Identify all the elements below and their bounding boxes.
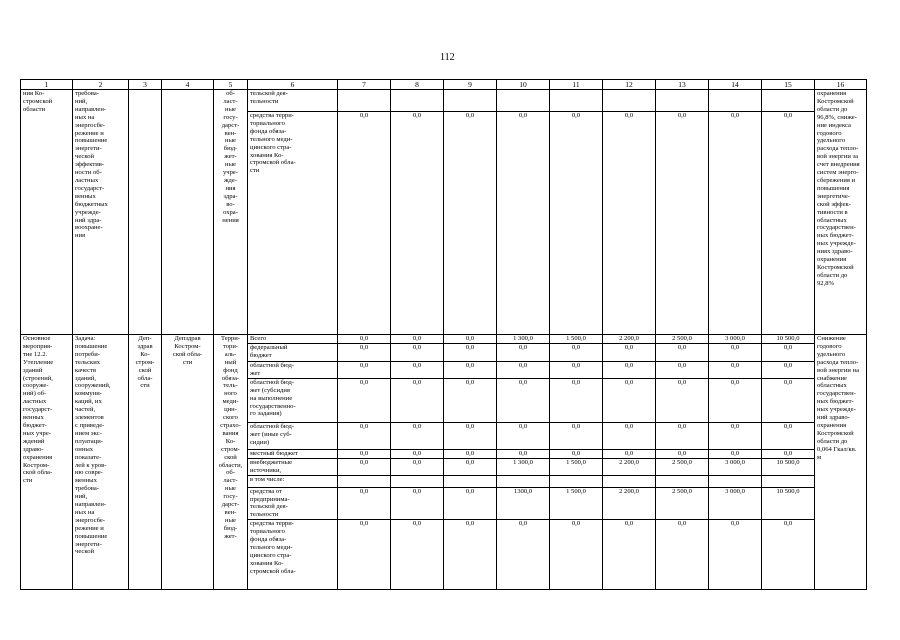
value-cell: 3 000,0 bbox=[709, 458, 762, 475]
value-cell: 1 500,0 bbox=[550, 487, 603, 520]
header-cell: 4 bbox=[162, 80, 214, 90]
value-cell: 0,0 bbox=[709, 112, 762, 335]
value-cell: 0,0 bbox=[497, 520, 550, 590]
header-cell: 8 bbox=[391, 80, 444, 90]
funding-source-cell: средства терри- ториального фонда обяза- тельного меди- цинского стра- хования Ко- стромской обла- bbox=[248, 520, 338, 590]
value-cell bbox=[444, 90, 497, 112]
value-cell: 10 500,0 bbox=[762, 458, 815, 475]
value-cell: 0,0 bbox=[444, 458, 497, 475]
value-cell bbox=[762, 475, 815, 487]
value-cell: 0,0 bbox=[391, 449, 444, 458]
value-cell: 0,0 bbox=[709, 378, 762, 422]
funding-source-cell: областной бюд- жет (иные суб- сидии) bbox=[248, 422, 338, 449]
value-cell: 0,0 bbox=[338, 422, 391, 449]
value-cell: 0,0 bbox=[762, 112, 815, 335]
value-cell: 0,0 bbox=[391, 487, 444, 520]
value-cell: 0,0 bbox=[550, 449, 603, 458]
value-cell: 0,0 bbox=[391, 335, 444, 344]
value-cell: 0,0 bbox=[762, 449, 815, 458]
value-cell: 0,0 bbox=[497, 344, 550, 362]
value-cell: 0,0 bbox=[762, 378, 815, 422]
header-cell: 3 bbox=[129, 80, 162, 90]
value-cell: 0,0 bbox=[391, 520, 444, 590]
header-cell: 13 bbox=[656, 80, 709, 90]
value-cell: 2 500,0 bbox=[656, 487, 709, 520]
value-cell bbox=[709, 475, 762, 487]
value-cell bbox=[762, 90, 815, 112]
funding-source-cell: средства от предпринима- тельской дея- тельности bbox=[248, 487, 338, 520]
header-cell: 10 bbox=[497, 80, 550, 90]
value-cell: 1 300,0 bbox=[497, 335, 550, 344]
value-cell: 0,0 bbox=[550, 362, 603, 379]
program-table bbox=[20, 79, 867, 590]
funding-source-cell: областной бюд- жет (субсидия на выполнение государственно- го задания) bbox=[248, 378, 338, 422]
value-cell: 1300,0 bbox=[497, 487, 550, 520]
value-cell: 0,0 bbox=[550, 344, 603, 362]
header-cell: 14 bbox=[709, 80, 762, 90]
value-cell: 0,0 bbox=[338, 112, 391, 335]
value-cell: 0,0 bbox=[762, 344, 815, 362]
value-cell: 0,0 bbox=[603, 112, 656, 335]
value-cell: 0,0 bbox=[338, 449, 391, 458]
value-cell: 0,0 bbox=[709, 520, 762, 590]
value-cell bbox=[338, 90, 391, 112]
value-cell bbox=[338, 475, 391, 487]
header-cell: 2 bbox=[73, 80, 129, 90]
value-cell bbox=[550, 90, 603, 112]
funding-source-cell: федеральный бюджет bbox=[248, 344, 338, 362]
value-cell: 0,0 bbox=[338, 335, 391, 344]
value-cell: 0,0 bbox=[709, 362, 762, 379]
task-cell: Задача: повышение потреби- тельских качеств зданий, сооружений, коммуни- каций, их частей, элементов с приведе- нием экс- плуатаци- онных показате- лей к уров- ню совре- менных требова- ний, направлен- ных на энергосбе- режение и повышение энергети- ческой bbox=[73, 335, 129, 590]
value-cell: 2 200,0 bbox=[603, 458, 656, 475]
value-cell bbox=[497, 90, 550, 112]
value-cell bbox=[391, 475, 444, 487]
funding-source-cell: в том числе: bbox=[248, 475, 338, 487]
participant-cell: Терри- тори- аль- ный фонд обяза- тель- ного меди- цин- ского страхо- вания Ко- стром- ской области, об- ласт- ные госу- дарст- вен- ные бюд- жет- bbox=[214, 335, 248, 590]
value-cell: 0,0 bbox=[444, 378, 497, 422]
value-cell: 0,0 bbox=[603, 520, 656, 590]
value-cell: 0,0 bbox=[338, 378, 391, 422]
value-cell bbox=[550, 475, 603, 487]
activity-cell: ния Ко- стромской области bbox=[21, 90, 73, 335]
table-row bbox=[21, 90, 867, 112]
value-cell: 1 300,0 bbox=[497, 458, 550, 475]
value-cell: 0,0 bbox=[656, 378, 709, 422]
value-cell: 0,0 bbox=[603, 344, 656, 362]
value-cell: 0,0 bbox=[550, 520, 603, 590]
value-cell bbox=[656, 90, 709, 112]
value-cell bbox=[603, 475, 656, 487]
value-cell: 0,0 bbox=[656, 449, 709, 458]
value-cell bbox=[391, 90, 444, 112]
header-cell: 15 bbox=[762, 80, 815, 90]
coexecutor-cell: Депздрав Костром- ской обла- сти bbox=[162, 335, 214, 590]
result-cell: Снижение годового удельного расхода тепло- вой энергии на снабжение областных государствен- ных бюджет- ных учрежде- ний здраво- охранения Костромской области до 0,064 Гкал/кв. м bbox=[815, 335, 867, 590]
coexecutor-cell bbox=[162, 90, 214, 335]
funding-source-cell: внебюджетные источники, bbox=[248, 458, 338, 475]
header-row bbox=[21, 80, 867, 90]
value-cell: 0,0 bbox=[762, 362, 815, 379]
value-cell: 0,0 bbox=[762, 422, 815, 449]
value-cell: 3 000,0 bbox=[709, 487, 762, 520]
value-cell: 0,0 bbox=[603, 422, 656, 449]
executor-cell: Деп- здрав Ко- стром- ской обла- сти bbox=[129, 335, 162, 590]
header-cell: 12 bbox=[603, 80, 656, 90]
header-cell: 1 bbox=[21, 80, 73, 90]
funding-source-cell: Всего bbox=[248, 335, 338, 344]
executor-cell bbox=[129, 90, 162, 335]
funding-source-cell: областной бюд- жет bbox=[248, 362, 338, 379]
value-cell bbox=[709, 90, 762, 112]
value-cell: 0,0 bbox=[497, 362, 550, 379]
header-cell: 7 bbox=[338, 80, 391, 90]
value-cell: 0,0 bbox=[497, 112, 550, 335]
value-cell: 0,0 bbox=[603, 362, 656, 379]
value-cell: 0,0 bbox=[550, 422, 603, 449]
value-cell: 0,0 bbox=[338, 362, 391, 379]
value-cell bbox=[497, 475, 550, 487]
value-cell: 0,0 bbox=[444, 362, 497, 379]
value-cell: 3 000,0 bbox=[709, 335, 762, 344]
value-cell: 0,0 bbox=[656, 362, 709, 379]
funding-source-cell: тельской дея- тельности bbox=[248, 90, 338, 112]
value-cell: 0,0 bbox=[444, 422, 497, 449]
value-cell: 0,0 bbox=[656, 112, 709, 335]
value-cell: 0,0 bbox=[444, 112, 497, 335]
value-cell: 10 500,0 bbox=[762, 487, 815, 520]
funding-source-cell: местный бюджет bbox=[248, 449, 338, 458]
value-cell: 0,0 bbox=[444, 449, 497, 458]
value-cell: 0,0 bbox=[444, 344, 497, 362]
value-cell: 0,0 bbox=[762, 520, 815, 590]
value-cell: 0,0 bbox=[338, 344, 391, 362]
value-cell: 0,0 bbox=[709, 344, 762, 362]
value-cell: 0,0 bbox=[603, 449, 656, 458]
value-cell: 0,0 bbox=[603, 378, 656, 422]
value-cell: 0,0 bbox=[497, 378, 550, 422]
value-cell: 0,0 bbox=[550, 112, 603, 335]
header-cell: 5 bbox=[214, 80, 248, 90]
value-cell: 1 500,0 bbox=[550, 335, 603, 344]
value-cell bbox=[444, 475, 497, 487]
value-cell bbox=[603, 90, 656, 112]
value-cell: 0,0 bbox=[444, 487, 497, 520]
header-cell: 16 bbox=[815, 80, 867, 90]
value-cell: 1 500,0 bbox=[550, 458, 603, 475]
value-cell: 0,0 bbox=[497, 422, 550, 449]
value-cell: 0,0 bbox=[709, 422, 762, 449]
table-row bbox=[21, 335, 867, 344]
participant-cell: об- ласт- ные госу- дарст- вен- ные бюд- жет- ные учре- жде- ния здра- во- охра- нения bbox=[214, 90, 248, 335]
funding-source-cell: средства терри- ториального фонда обяза- тельного меди- цинского стра- хования Ко- стромской обла- сти bbox=[248, 112, 338, 335]
value-cell: 0,0 bbox=[656, 344, 709, 362]
result-cell: охранения Костромской области до 96,8%, сниже- ние индекса годового удельного расхода тепло- вой энергии за счет внедрения систем энерго- сбережения и повышения энергетиче- ской эффек- тивности в областных государствен- ных бюджет- ных учрежде- ниях здраво- охранения Костромской области до 92,8% bbox=[815, 90, 867, 335]
value-cell: 0,0 bbox=[656, 520, 709, 590]
value-cell: 2 200,0 bbox=[603, 335, 656, 344]
value-cell: 0,0 bbox=[391, 344, 444, 362]
task-cell: требова- ний, направлен- ных на энергосбе- режение и повышение энергети- ческой эффектив- ности об- ластных государст- венных бюджетных учрежде- ний здра- воохране- ния bbox=[73, 90, 129, 335]
value-cell: 10 500,0 bbox=[762, 335, 815, 344]
value-cell: 0,0 bbox=[497, 449, 550, 458]
activity-cell: Основное мероприя- тие 12.2. Утепление зданий (строений, сооруже- ний) об- ластных государст- венных бюджет- ных учре- ждений здраво- охранения Костром- ской обла- сти bbox=[21, 335, 73, 590]
value-cell: 0,0 bbox=[656, 422, 709, 449]
value-cell: 0,0 bbox=[338, 487, 391, 520]
value-cell: 0,0 bbox=[391, 112, 444, 335]
value-cell: 0,0 bbox=[391, 378, 444, 422]
value-cell: 0,0 bbox=[391, 422, 444, 449]
value-cell: 0,0 bbox=[391, 458, 444, 475]
value-cell: 0,0 bbox=[550, 378, 603, 422]
page-number: 112 bbox=[440, 52, 455, 63]
value-cell: 0,0 bbox=[338, 458, 391, 475]
header-cell: 11 bbox=[550, 80, 603, 90]
value-cell: 2 200,0 bbox=[603, 487, 656, 520]
value-cell: 0,0 bbox=[444, 335, 497, 344]
value-cell: 2 500,0 bbox=[656, 335, 709, 344]
value-cell bbox=[656, 475, 709, 487]
header-cell: 9 bbox=[444, 80, 497, 90]
value-cell: 0,0 bbox=[391, 362, 444, 379]
header-cell: 6 bbox=[248, 80, 338, 90]
value-cell: 0,0 bbox=[338, 520, 391, 590]
value-cell: 0,0 bbox=[444, 520, 497, 590]
value-cell: 0,0 bbox=[709, 449, 762, 458]
value-cell: 2 500,0 bbox=[656, 458, 709, 475]
